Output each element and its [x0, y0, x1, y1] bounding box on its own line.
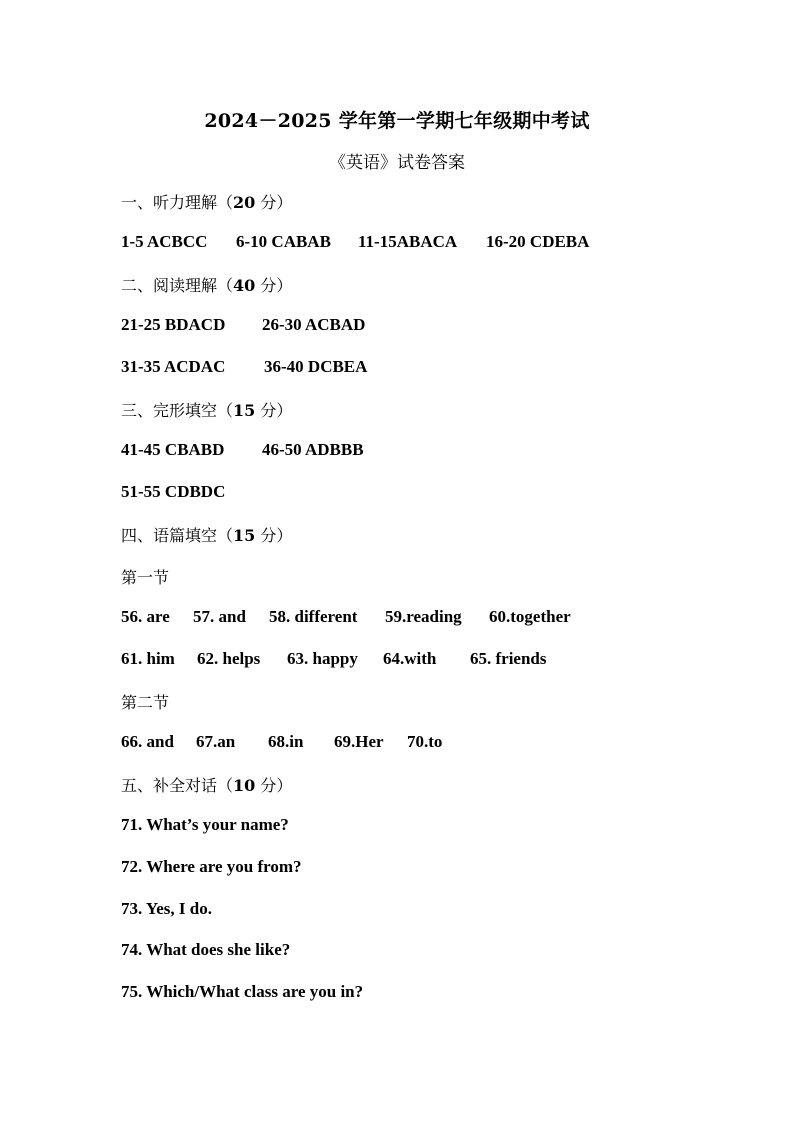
section-heading-reading	[121, 273, 292, 296]
answer-item: 58. different	[269, 607, 358, 626]
dialogue-answer: 74. What does she like?	[121, 940, 291, 959]
answer-item: 70.to	[407, 732, 443, 751]
answer-group: 31-35 ACDAC	[121, 357, 226, 376]
section-points: 20	[233, 193, 256, 212]
section-points: 15	[233, 526, 256, 545]
section-heading-suffix: 分）	[255, 193, 293, 212]
answer-row	[121, 482, 225, 502]
answer-item: 62. helps	[197, 649, 261, 668]
section-points: 15	[233, 401, 256, 420]
answer-group: 41-45 CBABD	[121, 440, 225, 459]
section-heading-suffix: 分）	[255, 526, 293, 545]
page-subtitle: 《英语》试卷答案	[329, 153, 465, 173]
dialogue-answer: 75. Which/What class are you in?	[121, 982, 364, 1001]
answer-item: 61. him	[121, 649, 175, 668]
answer-group: 36-40 DCBEA	[264, 357, 368, 376]
section-heading-text: 四、语篇填空（	[121, 526, 234, 545]
answer-group: 16-20 CDEBA	[486, 232, 590, 251]
answer-row	[121, 649, 547, 669]
section-heading-suffix: 分）	[255, 276, 293, 295]
section-heading-text: 五、补全对话（	[121, 776, 234, 795]
part-label: 第二节	[121, 693, 170, 712]
section-points: 40	[233, 276, 256, 295]
section-heading-text: 三、完形填空（	[121, 401, 234, 420]
section-heading-text: 一、听力理解（	[121, 193, 234, 212]
dialogue-answer: 71. What’s your name?	[121, 815, 289, 834]
page-title: 2024－2025 学年第一学期七年级期中考试	[204, 110, 590, 132]
answer-group: 11-15ABACA	[358, 232, 458, 251]
answer-item: 56. are	[121, 607, 170, 626]
dialogue-answer: 72. Where are you from?	[121, 857, 302, 876]
answer-item: 68.in	[268, 732, 304, 751]
answer-row	[121, 607, 571, 627]
answer-item: 65. friends	[470, 649, 547, 668]
answer-row	[121, 732, 442, 752]
answer-row	[121, 440, 364, 460]
answer-item: 60.together	[489, 607, 571, 626]
answer-item: 59.reading	[385, 607, 462, 626]
answer-group: 6-10 CABAB	[236, 232, 331, 251]
answer-group: 46-50 ADBBB	[262, 440, 364, 459]
answer-row	[121, 232, 589, 252]
answer-group: 21-25 BDACD	[121, 315, 226, 334]
section-heading-suffix: 分）	[255, 776, 293, 795]
answer-item: 57. and	[193, 607, 246, 626]
answer-item: 67.an	[196, 732, 236, 751]
answer-row	[121, 357, 367, 377]
answer-group: 1-5 ACBCC	[121, 232, 208, 251]
answer-row	[121, 315, 365, 335]
section-heading-listening	[121, 190, 292, 213]
section-heading-cloze	[121, 398, 292, 421]
answer-item: 66. and	[121, 732, 174, 751]
dialogue-answer: 73. Yes, I do.	[121, 899, 212, 918]
answer-item: 69.Her	[334, 732, 384, 751]
part-label: 第一节	[121, 568, 170, 587]
section-points: 10	[233, 776, 256, 795]
answer-item: 64.with	[383, 649, 437, 668]
section-heading-text: 二、阅读理解（	[121, 276, 234, 295]
answer-group: 26-30 ACBAD	[262, 315, 366, 334]
section-heading-passage-fill	[121, 523, 292, 546]
section-heading-suffix: 分）	[255, 401, 293, 420]
answer-group: 51-55 CDBDC	[121, 482, 226, 501]
answer-item: 63. happy	[287, 649, 358, 668]
section-heading-dialogue	[121, 773, 292, 796]
